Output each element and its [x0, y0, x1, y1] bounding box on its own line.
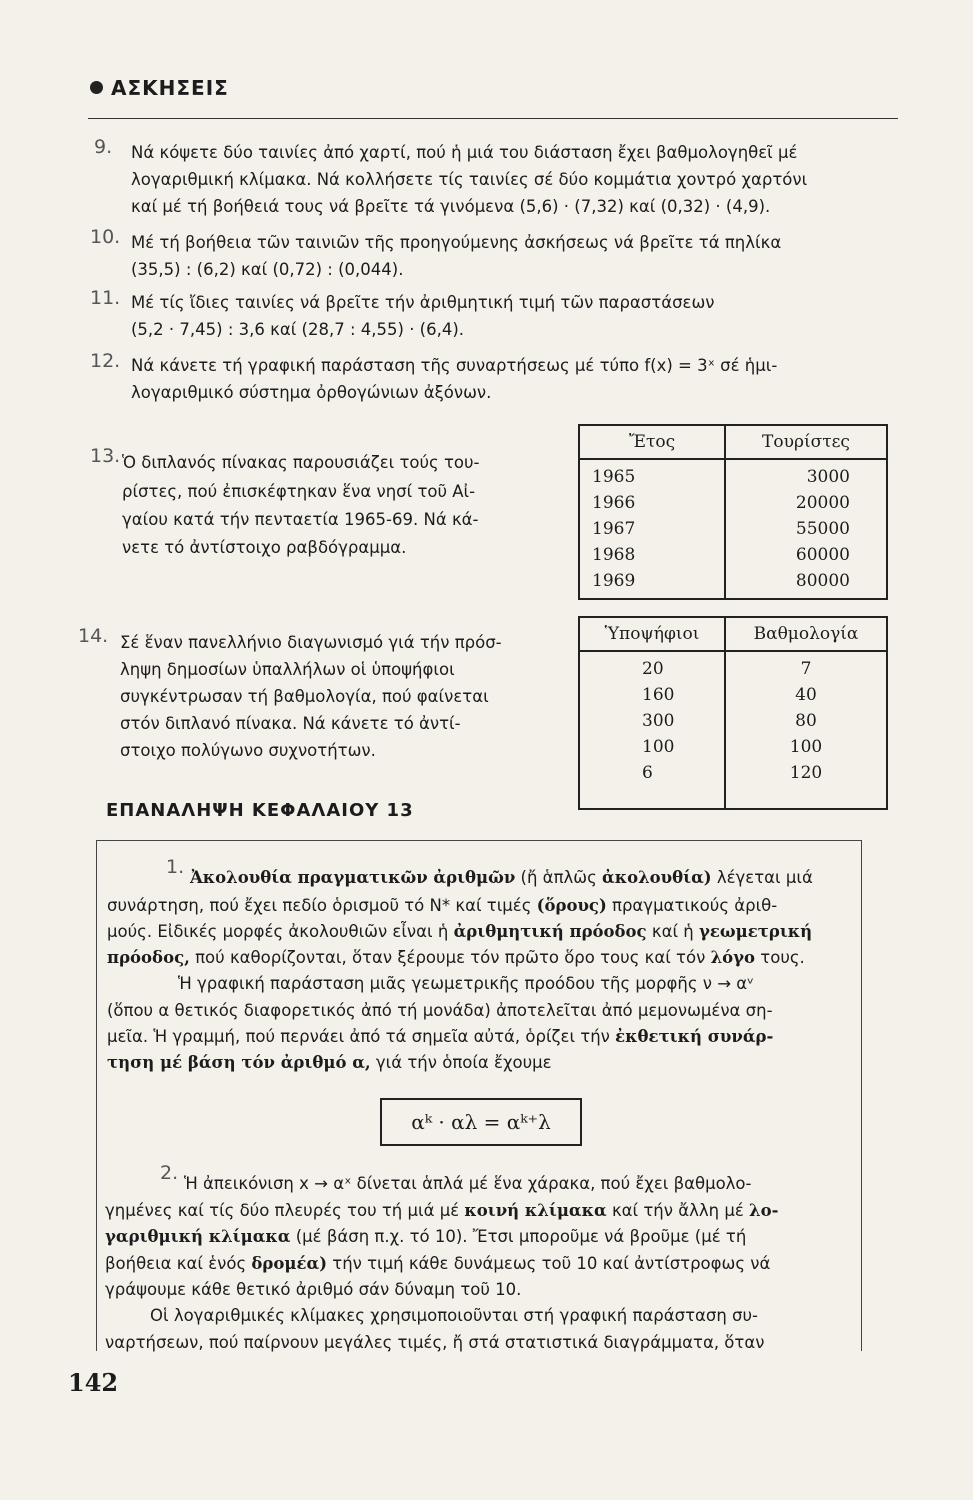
summary-line	[107, 1029, 773, 1046]
exercise-line: Ὁ διπλανός πίνακας παρουσιάζει τούς του-	[122, 453, 480, 472]
exercise-number: 11.	[90, 287, 121, 309]
formula-box: αᵏ · αλ = αᵏ⁺λ	[380, 1098, 582, 1146]
text: πού καθορίζονται, ὅταν ξέρουμε τόν πρῶτο ὅρο τους καί τόν	[195, 948, 706, 967]
text: πραγματικούς ἀριθ-	[612, 896, 778, 915]
term: (ὅρους)	[536, 896, 607, 915]
text: μούς. Εἰδικές μορφές ἀκολουθιῶν εἶναι ἡ	[107, 922, 449, 941]
table-cell: 1965	[592, 467, 636, 487]
table-cell: 20	[642, 659, 664, 679]
exercise-line: νετε τό ἀντίστοιχο ραβδόγραμμα.	[122, 538, 407, 557]
summary-number: 2.	[160, 1162, 179, 1184]
summary-number: 1.	[166, 856, 185, 878]
term: Ἀκολουθία πραγματικῶν ἀριθμῶν	[190, 868, 516, 887]
summary-box	[96, 840, 862, 1351]
table-cell: 80000	[795, 571, 850, 591]
table-cell: 6	[642, 763, 653, 783]
exercise-line: λογαριθμικό σύστημα ὀρθογώνιων ἀξόνων.	[131, 383, 492, 402]
table-cell: 1969	[592, 571, 636, 591]
term: ἀριθμητική πρόοδος	[453, 922, 647, 941]
term: ἀκολουθία)	[602, 868, 712, 887]
text: λέγεται μιά	[716, 868, 813, 887]
text: βοήθεια καί ἑνός	[105, 1254, 247, 1273]
review-title: ΕΠΑΝΑΛΗΨΗ ΚΕΦΑΛΑΙΟΥ 13	[106, 800, 414, 821]
term: δρομέα)	[251, 1254, 328, 1273]
text: καί τήν ἄλλη μέ	[611, 1201, 744, 1220]
text: μεῖα. Ἡ γραμμή, πού περνάει ἀπό τά σημεῖα αὐτά, ὁρίζει τήν	[107, 1027, 610, 1046]
exercise-line: Νά κόψετε δύο ταινίες ἀπό χαρτί, πού ἡ μιά του διάσταση ἔχει βαθμολογηθεῖ μέ	[131, 143, 798, 162]
summary-line	[107, 898, 777, 915]
section-header	[90, 76, 229, 100]
exercise-line: στοιχο πολύγωνο συχνοτήτων.	[120, 741, 376, 760]
table-column-year	[579, 459, 725, 599]
summary-line	[105, 1256, 770, 1273]
table-cell: 300	[642, 711, 675, 731]
table-cell: 20000	[795, 493, 850, 513]
exercise-number: 10.	[90, 226, 121, 248]
table-header: Ἔτος	[579, 425, 725, 459]
term: ἐκθετική συνάρ-	[615, 1027, 774, 1046]
exercise-number: 13.	[90, 445, 121, 467]
exercise-line: Σέ ἕναν πανελλήνιο διαγωνισμό γιά τήν πρόσ-	[120, 633, 502, 652]
text: καί ἡ	[651, 922, 694, 941]
text: τους.	[760, 948, 805, 967]
table-cell: 1967	[592, 519, 636, 539]
table-header: Τουρίστες	[725, 425, 887, 459]
exercise-line: Μέ τίς ἴδιες ταινίες νά βρεῖτε τήν ἀριθμητική τιμή τῶν παραστάσεων	[131, 293, 715, 312]
exercise-line: λογαριθμική κλίμακα. Νά κολλήσετε τίς ταινίες σέ δύο κομμάτια χοντρό χαρτόνι	[131, 170, 808, 189]
exercise-number: 9.	[94, 136, 113, 158]
term: κοινή κλίμακα	[464, 1201, 607, 1220]
exercise-line: γαίου κατά τήν πενταετία 1965-69. Νά κά-	[122, 510, 479, 529]
exercise-line: (35,5) : (6,2) καί (0,72) : (0,044).	[131, 260, 404, 279]
summary-line: γράψουμε κάθε θετικό ἀριθμό σάν δύναμη τοῦ 10.	[105, 1280, 522, 1299]
table-cell: 80	[795, 711, 817, 731]
table-cell: 3000	[806, 467, 850, 487]
table-column-tourists	[725, 459, 887, 599]
summary-line: Ἡ ἀπεικόνιση x → αˣ δίνεται ἁπλά μέ ἕνα χάρακα, πού ἔχει βαθμολο-	[184, 1174, 752, 1193]
table-cell: 100	[789, 737, 823, 757]
term: λο-	[749, 1201, 779, 1220]
exercise-line: Μέ τή βοήθεια τῶν ταινιῶν τῆς προηγούμενης ἀσκήσεως νά βρεῖτε τά πηλίκα	[131, 233, 782, 252]
summary-line	[107, 924, 812, 941]
table-cell: 120	[789, 763, 823, 783]
exercise-line: ρίστες, πού ἐπισκέφτηκαν ἕνα νησί τοῦ Αἰ-	[122, 482, 476, 501]
table-header: Ὑποψήφιοι	[579, 617, 725, 651]
section-header-title: ΑΣΚΗΣΕΙΣ	[111, 76, 229, 100]
summary-line	[107, 1055, 552, 1072]
text: γημένες καί τίς δύο πλευρές του τή μιά μέ	[105, 1201, 460, 1220]
text: (ἤ ἁπλῶς	[520, 868, 597, 887]
text: (μέ βάση π.χ. τό 10). Ἔτσι μποροῦμε νά βροῦμε (μέ τή	[295, 1227, 747, 1246]
table-column-scores	[725, 651, 887, 809]
term: λόγο	[710, 948, 756, 967]
term: πρόοδος,	[107, 948, 190, 967]
summary-line	[105, 1203, 778, 1220]
term: γαριθμική κλίμακα	[105, 1227, 291, 1246]
table-cell: 7	[800, 659, 812, 679]
summary-line: (ὅπου α θετικός διαφορετικός ἀπό τή μονάδα) ἀποτελεῖται ἀπό μεμονωμένα ση-	[107, 1001, 773, 1020]
summary-line: ναρτήσεων, πού παίρνουν μεγάλες τιμές, ἤ στά στατιστικά διαγράμματα, ὅταν	[105, 1333, 765, 1352]
text: γιά τήν ὁποία ἔχουμε	[375, 1053, 552, 1072]
table-cell: 1966	[592, 493, 636, 513]
table-header: Βαθμολογία	[725, 617, 887, 651]
bullet-icon	[90, 81, 103, 94]
exercise-line: καί μέ τή βοήθειά τους νά βρεῖτε τά γινόμενα (5,6) · (7,32) καί (0,32) · (4,9).	[131, 197, 771, 216]
summary-line	[105, 1229, 746, 1246]
exercise-line: Νά κάνετε τή γραφική παράσταση τῆς συναρτήσεως μέ τύπο f(x) = 3ˣ σέ ἡμι-	[131, 356, 778, 375]
summary-line	[107, 950, 805, 967]
table-cell: 1968	[592, 545, 636, 565]
table-cell: 60000	[795, 545, 850, 565]
summary-line: Οἱ λογαριθμικές κλίμακες χρησιμοποιοῦνται στή γραφική παράσταση συ-	[150, 1306, 758, 1325]
table-cell: 40	[795, 685, 817, 705]
table-column-candidates	[579, 651, 725, 809]
exercise-number: 12.	[90, 350, 121, 372]
exercise-line: ληψη δημοσίων ὑπαλλήλων οἱ ὑποψήφιοι	[120, 660, 455, 679]
table-cell: 160	[642, 685, 675, 705]
summary-line: Ἡ γραφική παράσταση μιᾶς γεωμετρικῆς προόδου τῆς μορφῆς ν → αᵛ	[178, 974, 755, 993]
text: συνάρτηση, πού ἔχει πεδίο ὁρισμοῦ τό Ν* καί τιμές	[107, 896, 532, 915]
term: τηση μέ βάση τόν ἀριθμό α,	[107, 1053, 371, 1072]
exercise-line: συγκέντρωσαν τή βαθμολογία, πού φαίνεται	[120, 687, 489, 706]
table-cell: 100	[642, 737, 675, 757]
tourists-table	[578, 424, 888, 600]
exercise-line: (5,2 · 7,45) : 3,6 καί (28,7 : 4,55) · (6,4).	[131, 320, 465, 339]
term: γεωμετρική	[699, 922, 813, 941]
page-number: 142	[68, 1368, 119, 1397]
summary-line	[190, 870, 813, 887]
exercise-number: 14.	[78, 625, 109, 647]
exercise-line: στόν διπλανό πίνακα. Νά κάνετε τό ἀντί-	[120, 714, 461, 733]
scores-table	[578, 616, 888, 810]
table-cell: 55000	[795, 519, 850, 539]
text: τήν τιμή κάθε δυνάμεως τοῦ 10 καί ἀντίστροφως νά	[332, 1254, 771, 1273]
header-rule	[88, 118, 898, 119]
